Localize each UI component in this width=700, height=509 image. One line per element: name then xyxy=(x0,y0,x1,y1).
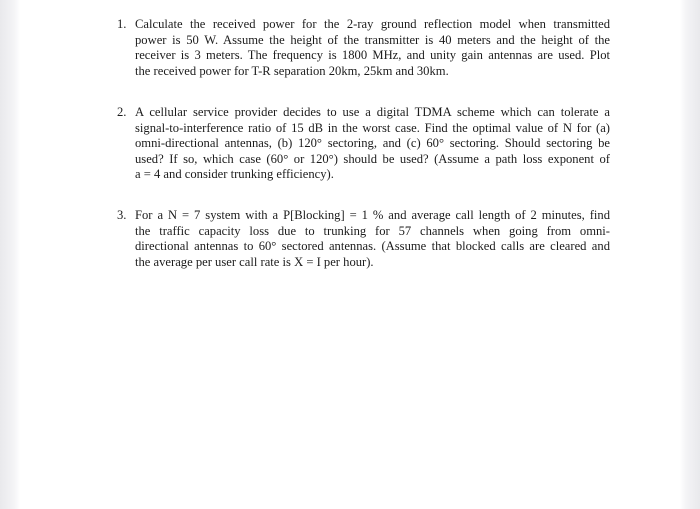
question-line: receiver is 3 meters. The frequency is 1800 MHz, and unity gain antennas are used. Plot xyxy=(135,48,610,63)
question-number: 2. xyxy=(117,105,127,119)
question-2 xyxy=(117,105,610,183)
question-line: the traffic capacity loss due to trunking for 57 channels when going from omni- xyxy=(135,223,610,238)
question-text xyxy=(135,105,610,183)
question-number: 1. xyxy=(117,17,127,31)
question-number: 3. xyxy=(117,208,127,222)
question-line: omni-directional antennas, (b) 120° sectoring, and (c) 60° sectoring. Should sectoring be xyxy=(135,136,610,151)
page-edge-left xyxy=(0,0,20,509)
question-line: the average per user call rate is X = I per hour). xyxy=(135,254,374,269)
question-line: directional antennas to 60° sectored antennas. (Assume that blocked calls are cleared and xyxy=(135,239,610,254)
question-line: power is 50 W. Assume the height of the transmitter is 40 meters and the height of the xyxy=(135,32,610,47)
question-line: used? If so, which case (60° or 120°) should be used? (Assume a path loss exponent of xyxy=(135,151,610,166)
question-line: the received power for T-R separation 20km, 25km and 30km. xyxy=(135,63,449,78)
question-line: Calculate the received power for the 2-ray ground reflection model when transmitted xyxy=(135,17,610,31)
question-text xyxy=(135,208,610,270)
page-edge-right xyxy=(680,0,700,509)
question-text xyxy=(135,17,610,79)
question-line: a = 4 and consider trunking efficiency). xyxy=(135,167,334,182)
question-3 xyxy=(117,208,610,270)
question-line: A cellular service provider decides to use a digital TDMA scheme which can tolerate a xyxy=(135,105,610,119)
question-line: signal-to-interference ratio of 15 dB in the worst case. Find the optimal value of N for (a) xyxy=(135,120,610,135)
question-line: For a N = 7 system with a P[Blocking] = 1 % and average call length of 2 minutes, find xyxy=(135,208,610,222)
question-1 xyxy=(117,17,610,79)
